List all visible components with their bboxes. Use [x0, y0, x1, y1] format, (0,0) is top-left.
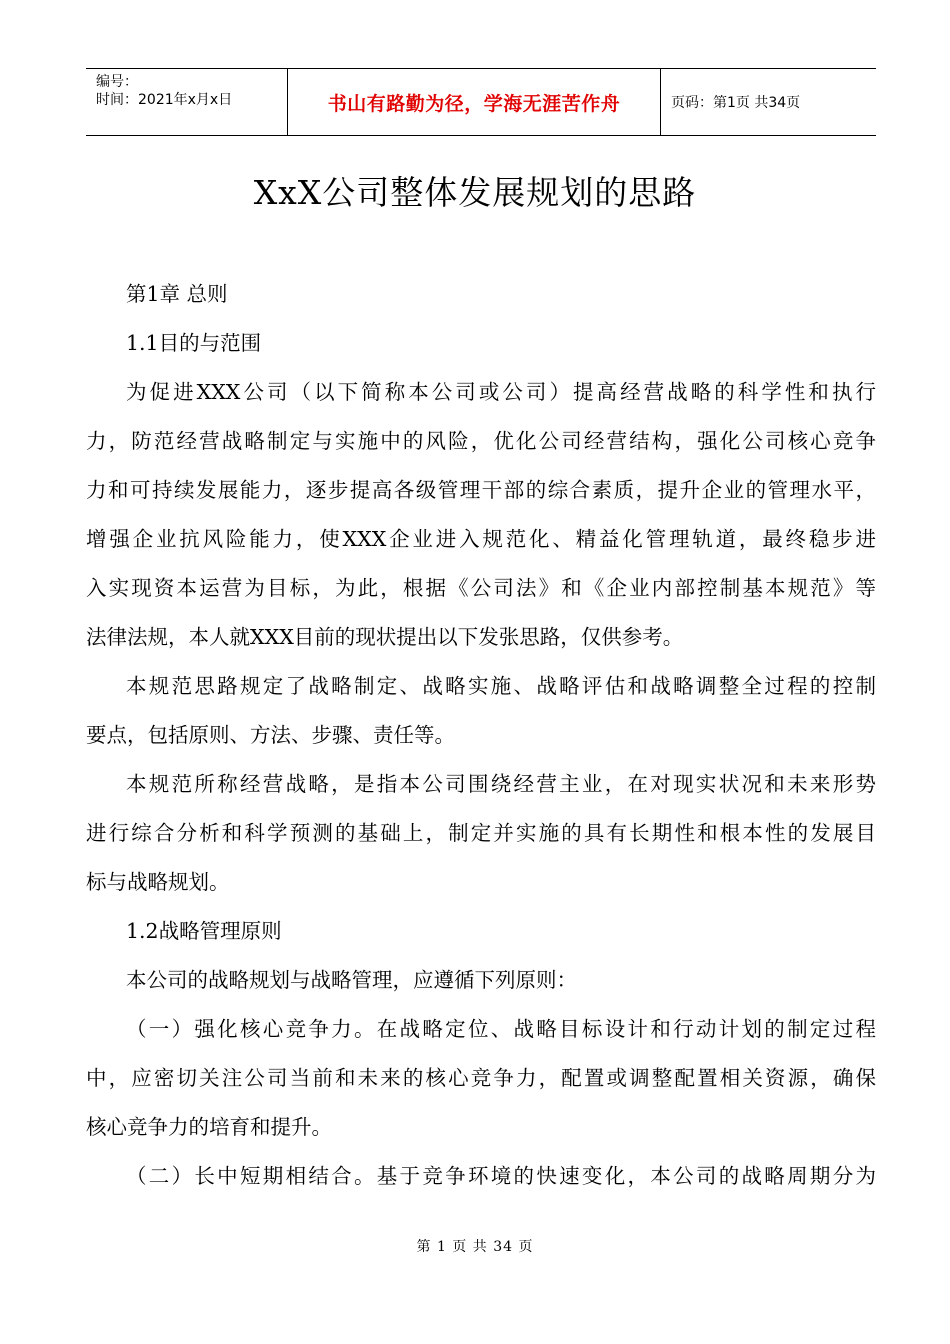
document-body: [86, 270, 876, 1201]
body-line: 标与战略规划。: [86, 870, 230, 894]
section-heading: 1.1目的与范围: [126, 331, 262, 355]
chapter-heading: 第1章 总则: [126, 282, 228, 306]
body-line: 法律法规，本人就XXX目前的现状提出以下发张思路，仅供参考。: [86, 625, 684, 649]
motto: 书山有路勤为径，学海无涯苦作舟: [288, 69, 661, 135]
body-line: 核心竞争力的培育和提升。: [86, 1115, 332, 1139]
body-line: 本规范思路规定了战略制定、战略实施、战略评估和战略调整全过程的控制: [126, 674, 876, 698]
body-line: 中，应密切关注公司当前和未来的核心竞争力，配置或调整配置相关资源，确保: [86, 1066, 876, 1090]
body-line: 入实现资本运营为目标，为此，根据《公司法》和《企业内部控制基本规范》等: [86, 576, 876, 600]
date-label: 时间：2021年x月x日: [96, 92, 233, 108]
header-meta-cell: [86, 69, 288, 135]
body-line: 本公司的战略规划与战略管理，应遵循下列原则：: [126, 968, 577, 992]
page-label: 页码：第1页 共34页: [671, 95, 801, 111]
body-line: 为促进XXX公司（以下简称本公司或公司）提高经营战略的科学性和执行: [126, 380, 876, 404]
serial-label: 编号：: [96, 74, 138, 90]
body-line: 增强企业抗风险能力，使XXX企业进入规范化、精益化管理轨道，最终稳步进: [86, 527, 876, 551]
body-line: 要点，包括原则、方法、步骤、责任等。: [86, 723, 455, 747]
body-line: 力和可持续发展能力，逐步提高各级管理干部的综合素质，提升企业的管理水平，: [86, 478, 876, 502]
section-heading: 1.2战略管理原则: [126, 919, 282, 943]
body-line: （一）强化核心竞争力。在战略定位、战略目标设计和行动计划的制定过程: [126, 1017, 876, 1041]
body-line: 力，防范经营战略制定与实施中的风险，优化公司经营结构，强化公司核心竞争: [86, 429, 876, 453]
header-table: [86, 68, 876, 136]
page-footer: 第 1 页 共 34 页: [416, 1239, 534, 1255]
document-title: XxX公司整体发展规划的思路: [253, 173, 697, 212]
body-line: （二）长中短期相结合。基于竞争环境的快速变化，本公司的战略周期分为: [126, 1164, 876, 1188]
body-line: 进行综合分析和科学预测的基础上，制定并实施的具有长期性和根本性的发展目: [86, 821, 876, 845]
body-line: 本规范所称经营战略，是指本公司围绕经营主业，在对现实状况和未来形势: [126, 772, 876, 796]
